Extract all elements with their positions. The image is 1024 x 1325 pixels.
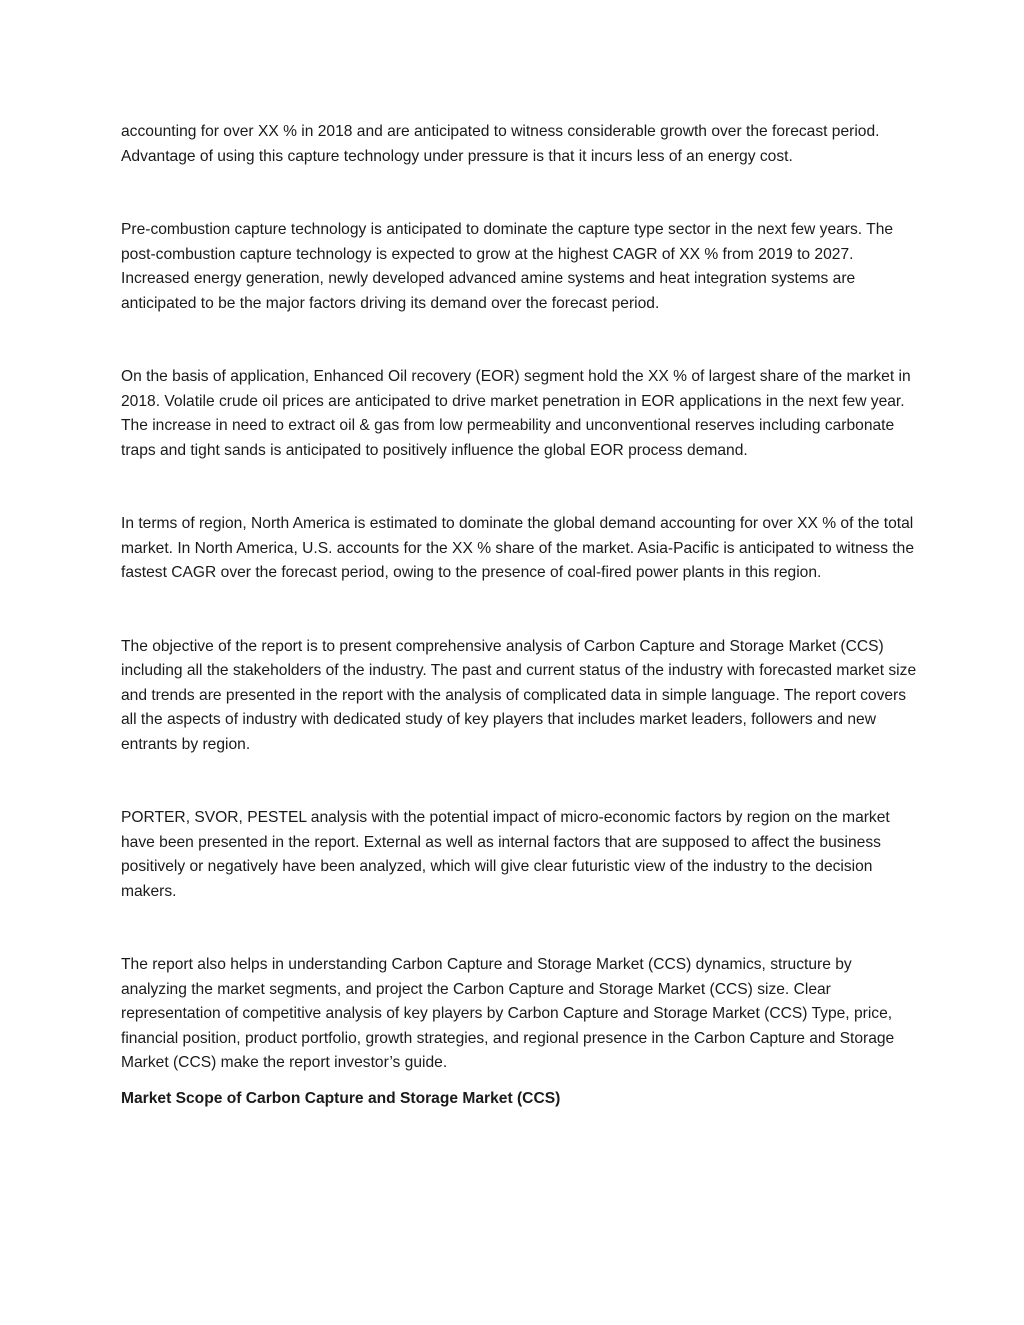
paragraph-application: On the basis of application, Enhanced Oil recovery (EOR) segment hold the XX % of largest share of the market in 2018. Volatile crude oil prices are anticipated to drive market penetration in EOR applications in the next few year. The increase in need to extract oil & gas from low permeability and unconventional reserves including carbonate traps and tight sands is anticipated to positively influence the global EOR process demand. (121, 368, 911, 459)
document-body (121, 120, 921, 1111)
paragraph-capture-type: Pre-combustion capture technology is anticipated to dominate the capture type sector in the next few years. The post-combustion capture technology is expected to grow at the highest CAGR of XX % from 2019 to 2027. Increased energy generation, newly developed advanced amine systems and heat integration systems are anticipated to be the major factors driving its demand over the forecast period. (121, 221, 894, 312)
paragraph-capture-technology: accounting for over XX % in 2018 and are anticipated to witness considerable growth over the forecast period. Advantage of using this capture technology under pressure is that it incurs less of an energy cost. (121, 123, 880, 165)
paragraph-region: In terms of region, North America is estimated to dominate the global demand accounting for over XX % of the total market. In North America, U.S. accounts for the XX % share of the market. Asia-Pacific is anticipated to witness the fastest CAGR over the forecast period, owing to the presence of coal-fired power plants in this region. (121, 515, 915, 581)
paragraph-market-dynamics: The report also helps in understanding Carbon Capture and Storage Market (CCS) dynamics, structure by analyzing the market segments, and project the Carbon Capture and Storage Market (CCS) size. Clear representation of competitive analysis of key players by Carbon Capture and Storage Market (CCS) Type, price, financial position, product portfolio, growth strategies, and regional presence in the Carbon Capture and Storage Market (CCS) make the report investor’s guide. (121, 956, 895, 1071)
paragraph-report-objective: The objective of the report is to present comprehensive analysis of Carbon Capture and Storage Market (CCS) including all the stakeholders of the industry. The past and current status of the industry with forecasted market size and trends are presented in the report with the analysis of complicated data in simple language. The report covers all the aspects of industry with dedicated study of key players that includes market leaders, followers and new entrants by region. (121, 637, 917, 753)
paragraph-porter-analysis: PORTER, SVOR, PESTEL analysis with the potential impact of micro-economic factors by region on the market have been presented in the report. External as well as internal factors that are supposed to affect the business positively or negatively have been analyzed, which will give clear futuristic view of the industry to the decision makers. (121, 809, 890, 900)
section-heading: Market Scope of Carbon Capture and Storage Market (CCS) (121, 1089, 561, 1107)
